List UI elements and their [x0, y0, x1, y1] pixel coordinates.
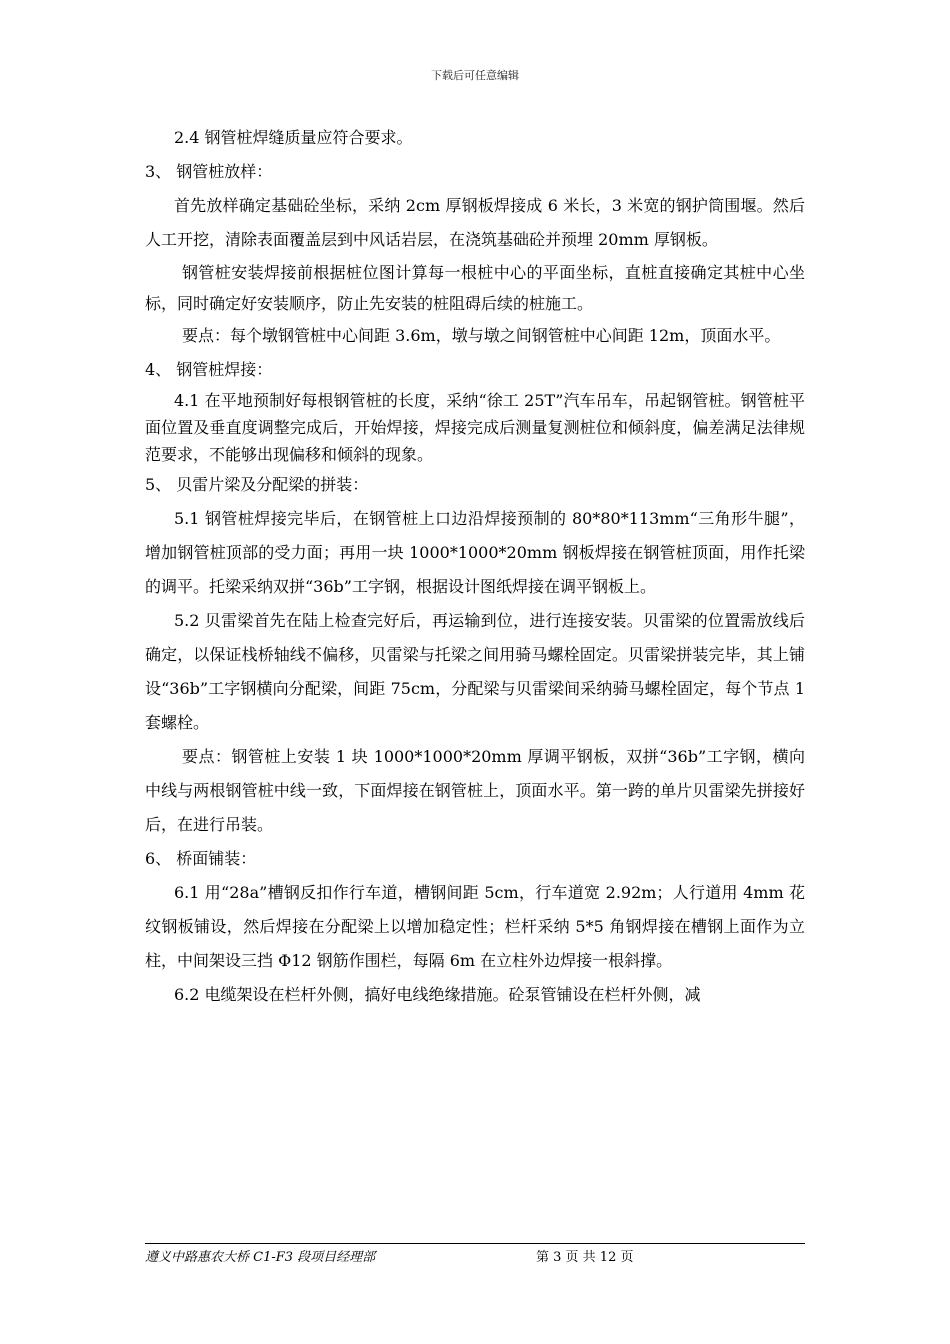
heading-section-5: 5、 贝雷片梁及分配梁的拼装： — [145, 475, 369, 494]
paragraph-key-points-spacing: 要点：每个墩钢管桩中心间距 3.6m，墩与墩之间钢管桩中心间距 12m，顶面水平。 — [182, 326, 781, 345]
footer-divider — [145, 1243, 805, 1244]
footer-project-name: 遵义中路惠农大桥 C1-F3 段项目经理部 — [145, 1250, 376, 1265]
paragraph-2-4: 2.4 钢管桩焊缝质量应符合要求。 — [174, 128, 413, 147]
paragraph-6-1: 6.1 用“28a”槽钢反扣作行车道，槽钢间距 5cm，行车道宽 2.92m；人行道用 4mm 花纹钢板铺设，然后焊接在分配梁上以增加稳定性；栏杆采纳 5*5 角钢焊接在槽钢上面作为立柱，中间架设三挡 Φ12 钢筋作围栏，每隔 6m 在立柱外边焊接一根斜撑。 — [145, 883, 805, 970]
paragraph-pile-coordinates: 钢管桩安装焊接前根据桩位图计算每一根桩中心的平面坐标，直桩直接确定其桩中心坐标，同时确定好安装顺序，防止先安装的桩阻碍后续的桩施工。 — [145, 263, 805, 313]
paragraph-5-1: 5.1 钢管桩焊接完毕后，在钢管桩上口边沿焊接预制的 80*80*113mm“三角形牛腿”，增加钢管桩顶部的受力面；再用一块 1000*1000*20mm 钢板焊接在钢管桩顶面，用作托梁的调平。托梁采纳双拼“36b”工字钢，根据设计图纸焊接在调平钢板上。 — [145, 509, 805, 596]
paragraph-5-2: 5.2 贝雷梁首先在陆上检查完好后，再运输到位，进行连接安装。贝雷梁的位置需放线后确定，以保证栈桥轴线不偏移，贝雷梁与托梁之间用骑马螺栓固定。贝雷梁拼装完毕，其上铺设“36b”工字钢横向分配梁，间距 75cm，分配梁与贝雷梁间采纳骑马螺栓固定，每个节点 1 套螺栓。 — [145, 611, 805, 732]
heading-section-4: 4、 钢管桩焊接： — [145, 360, 273, 379]
heading-section-3: 3、 钢管桩放样： — [145, 162, 273, 181]
page-header: 下载后可任意编辑 — [431, 69, 519, 82]
paragraph-key-points-beams: 要点：钢管桩上安装 1 块 1000*1000*20mm 厚调平钢板，双拼“36b”工字钢，横向中线与两根钢管桩中线一致，下面焊接在钢管桩上，顶面水平。第一跨的单片贝雷梁先拼接好后，在进行吊装。 — [145, 747, 805, 834]
paragraph-6-2: 6.2 电缆架设在栏杆外侧，搞好电线绝缘措施。砼泵管铺设在栏杆外侧，减 — [174, 985, 701, 1004]
heading-section-6: 6、 桥面铺装： — [145, 849, 257, 868]
document-body — [145, 121, 805, 1012]
footer-page-number: 第 3 页 共 12 页 — [536, 1250, 634, 1265]
paragraph-layout-intro: 首先放样确定基础砼坐标，采纳 2cm 厚钢板焊接成 6 米长，3 米宽的钢护筒围堰。然后人工开挖，清除表面覆盖层到中风话岩层，在浇筑基础砼并预埋 20mm 厚钢板。 — [145, 196, 805, 249]
paragraph-4-1: 4.1 在平地预制好每根钢管桩的长度，采纳“徐工 25T”汽车吊车，吊起钢管桩。钢管桩平面位置及垂直度调整完成后，开始焊接，焊接完成后测量复测桩位和倾斜度，偏差满足法律规范要求，不能够出现偏移和倾斜的现象。 — [145, 391, 805, 464]
